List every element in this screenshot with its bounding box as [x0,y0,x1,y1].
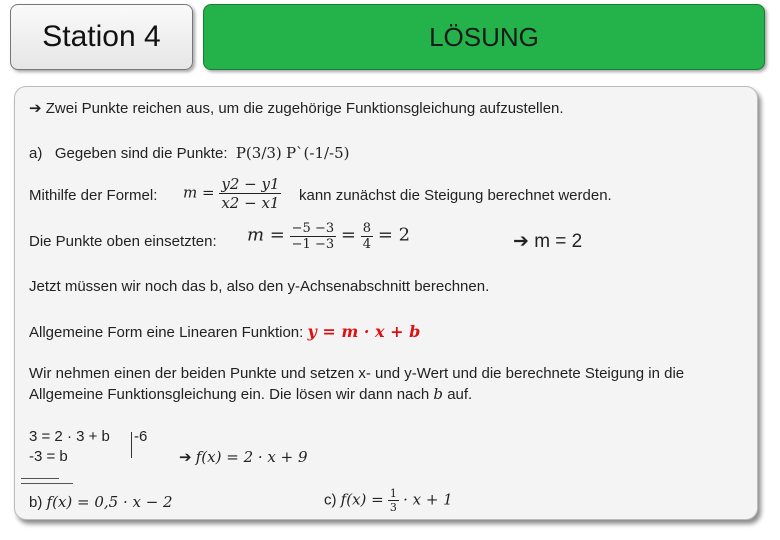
slope-calc-fraction-2 [361,221,373,252]
point-p: P(3/3) [235,144,282,162]
result-c-den: 3 [389,501,397,514]
general-form-formula: y = m · x + b [307,322,421,341]
instruction-var: b [433,385,444,403]
slope-formula-denominator: x2 − x1 [221,194,280,212]
part-c-label: c) [324,491,337,509]
solution-content-panel [14,86,758,520]
result-c-num: 1 [389,487,397,500]
arrow-right-icon: ➔ [29,100,42,117]
slope-calc-den-2: 4 [362,237,372,252]
slope-calc-equals: = [340,224,356,246]
slope-calc-fraction-1 [290,221,336,252]
part-c-line [324,487,453,514]
slope-formula-fraction [219,175,281,212]
slope-calc-m: m = [247,224,285,246]
result-a-line [179,448,308,466]
operation-bar [131,432,132,458]
slope-calculation [247,221,410,252]
formula-intro-text: Mithilfe der Formel: [29,187,158,204]
arrow-right-icon: ➔ [513,231,529,252]
result-c-post: · x + 1 [403,490,453,509]
slope-result: m = 2 [534,231,583,252]
part-a-label: a) [29,145,43,162]
station-title: Station 4 [42,20,161,53]
result-c-fraction [388,487,399,514]
divider-line [21,478,59,479]
b-intro-text: Jetzt müssen wir noch das b, also den y-Achsenabschnitt berechnen. [29,278,490,295]
instruction-end: auf. [447,386,473,403]
slope-formula-numerator: y2 − y1 [221,175,280,193]
result-b: f(x) = 0,5 · x − 2 [46,493,173,511]
slope-calc-num-2: 8 [362,221,372,236]
slope-calc-den-1: −1 −3 [291,237,335,252]
calc-line-1: 3 = 2 · 3 + b [29,428,110,445]
slope-formula [183,175,281,212]
solution-header-box [203,4,765,70]
part-a-line [29,144,350,162]
intro-text: Zwei Punkte reichen aus, um die zugehörige Funktionsgleichung aufzustellen. [45,100,564,117]
part-a-text: Gegeben sind die Punkte: [54,145,228,162]
part-b-label: b) [29,494,43,511]
result-a: f(x) = 2 · x + 9 [195,448,308,466]
instruction-line-2 [29,385,472,403]
calc-line-2: -3 = b [29,448,68,465]
divider-line [21,483,73,484]
slope-calc-result: = 2 [377,224,411,246]
formula-after-text: kann zunächst die Steigung berechnet werden. [299,187,612,204]
part-b-line [29,493,173,511]
instruction-line-2-text: Allgemeine Funktionsgleichung ein. Die lösen wir dann nach [29,386,430,403]
intro-line [29,99,564,117]
station-title-box [10,4,193,70]
slope-calc-num-1: −5 −3 [291,221,335,236]
arrow-right-icon: ➔ [179,449,192,466]
calc-operation: -6 [134,428,148,445]
point-p-prime: P`(-1/-5) [285,144,350,162]
slope-formula-m: m = [183,183,215,202]
general-form-label: Allgemeine Form eine Linearen Funktion: [29,324,304,341]
instruction-line-1: Wir nehmen einen der beiden Punkte und setzen x- und y-Wert und die berechnete Steigung in die [29,365,685,382]
solution-title: LÖSUNG [429,21,539,52]
result-c-pre: f(x) = [340,490,384,509]
slope-result-line [513,230,582,253]
insert-text: Die Punkte oben einsetzten: [29,233,217,250]
general-form-line [29,322,420,341]
